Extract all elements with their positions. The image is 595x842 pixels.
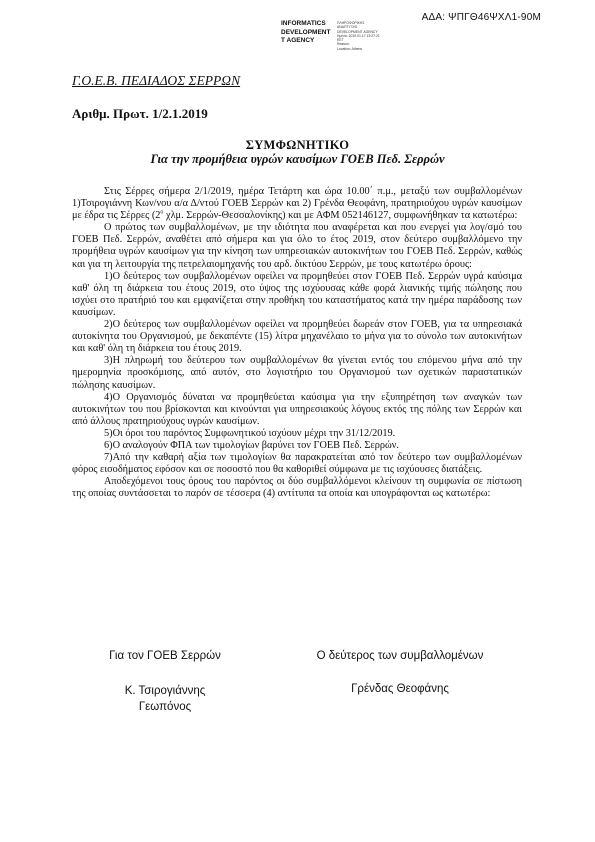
term-7: 7)Από την καθαρή αξία των τιμολογίων θα παρακρατείται από τον δεύτερο των συμβαλλομένων φόρος εισοδήματος εφόσον και σε ποσοστό που θα καθοριθεί σύμφωνα με τις ισχύουσες διατάξεις. bbox=[72, 452, 522, 476]
stamp-line: Ημ/νία: 2019.01.17 13:27:21 bbox=[337, 33, 380, 38]
stamp-line: ΠΛΗΡΟΦΟΡΙΚΗΣ bbox=[337, 21, 365, 25]
signatory-right-name: Γρένδας Θεοφάνης bbox=[351, 683, 449, 695]
organization-name: Γ.Ο.Ε.Β. ΠΕΔΙΑΔΟΣ ΣΕΡΡΩΝ bbox=[72, 73, 241, 88]
term-1: 1)Ο δεύτερος των συμβαλλομένων οφείλει να προμηθεύει στον ΓΟΕΒ Πεδ. Σερρών υγρά καύσιμα καθ' όλη τη διάρκεια του έτους 2019, στο ύψος της ισχύουσας κάθε φορά λιανικής τιμής πώλησης που ισχύει στο πρατήριό του και εμφανίζεται στην προθήκη του καταστήματος κατά την ημέρα παράδοσης των καυσίμων. bbox=[72, 270, 522, 318]
term-5: 5)Οι όροι του παρόντος Συμφωνητικού ισχύουν μέχρι την 31/12/2019. bbox=[104, 427, 396, 439]
signature-stamp-details bbox=[337, 21, 380, 51]
signatory-left bbox=[90, 683, 240, 715]
term-3: 3)Η πληρωμή του δεύτερου των συμβαλλομένων θα γίνεται εντός του επόμενου μήνα από την ημερομηνία προσκόμισης, από αυτόν, στο λογιστήριο του Οργανισμού των σχετικών παραστατικών πώλησης καυσίμων. bbox=[72, 355, 522, 391]
digital-signature-stamp bbox=[281, 20, 401, 56]
stamp-line: Location: Athens bbox=[337, 46, 363, 51]
logo-line: DEVELOPMENT bbox=[281, 28, 331, 36]
stamp-line: DEVELOPMENT AGENCY bbox=[337, 29, 378, 34]
signatory-left-name: Κ. Τσιρογιάννης bbox=[124, 685, 206, 697]
closing-paragraph: Αποδεχόμενοι τους όρους του παρόντος οι δύο συμβαλλόμενοι κλείνουν τη συμφωνία σε πίστωση της οποίας συντάσσεται το παρόν σε τέσσερα (4) αντίτυπα τα οποία και υπογράφονται ως κατωτέρω: bbox=[72, 476, 522, 500]
logo-line: T AGENCY bbox=[281, 37, 315, 45]
stamp-line: Reason: bbox=[337, 42, 350, 47]
signature-stamp-logo bbox=[281, 20, 330, 46]
ada-code: ΑΔΑ: ΨΠΓΘ46ΨΧΛ1-90Μ bbox=[421, 12, 541, 23]
stamp-line: ΑΝΑΠΤΥΞΗΣ bbox=[337, 25, 358, 30]
intro-paragraph: Στις Σέρρες σήμερα 2/1/2019, ημέρα Τετάρτη και ώρα 10.00΄ π.μ., μεταξύ των συμβαλλομένων 1)Τσιρογιάννη Κων/νου α/α Δ/ντού ΓΟΕΒ Σερρών και 2) Γρένδα Θεοφάνη, πρατηριούχου υγρών καυσίμων με έδρα τις Σέρρες ($2^o$ χλμ. Σερρών-Θεσσαλονίκης) και με ΑΦΜ 052146127, συμφωνήθηκαν τα κατωτέρω: bbox=[72, 186, 522, 222]
logo-line: INFORMATICS bbox=[281, 20, 326, 27]
signature-label-right: Ο δεύτερος των συμβαλλομένων bbox=[316, 650, 484, 662]
term-4: 4)Ο Οργανισμός δύναται να προμηθεύεται καύσιμα για την εξυπηρέτηση των αναγκών των αυτοκινήτων του που βρίσκονται και κινούνται για υπηρεσιακούς λόγους εκτός της πόλης των Σερρών και από άλλους πρατηριούχους υγρών καυσίμων. bbox=[72, 391, 522, 427]
document-subtitle: Για την προμήθεια υγρών καυσίμων ΓΟΕΒ Πεδ. Σερρών bbox=[150, 152, 445, 166]
assignment-paragraph: Ο πρώτος των συμβαλλομένων, με την ιδιότητα που αναφέρεται και που ενεργεί για λογ/σμό του ΓΟΕΒ Πεδ. Σερρών, αναθέτει από σήμερα και για όλο το έτος 2019, στον δεύτερο συμβαλλόμενο την προμήθεια υγρών καυσίμων για την κίνηση των υπηρεσιακών αυτοκινήτων του ΓΟΕΒ Πεδ. Σερρών, καθώς και για τη λειτουργία της πετρελαιομηχανής του αρδ. δικτύου Σερρών, με τους κατωτέρω όρους: bbox=[72, 222, 522, 270]
signature-label-left: Για τον ΓΟΕΒ Σερρών bbox=[109, 650, 221, 662]
signatory-left-title: Γεωπόνος bbox=[138, 701, 192, 713]
term-6: 6)Ο αναλογούν ΦΠΑ των τιμολογίων βαρύνει τον ΓΟΕΒ Πεδ. Σερρών. bbox=[104, 439, 399, 451]
agreement-body bbox=[72, 186, 522, 500]
term-2: 2)Ο δεύτερος των συμβαλλομένων οφείλει να προμηθεύει δωρεάν στον ΓΟΕΒ, για τα υπηρεσιακά αυτοκίνητα του Οργανισμού, με δεκαπέντε (15) λίτρα μηχανέλαιο το μήνα για το σύνολο των αυτοκινήτων και καθ' όλη τη διάρκεια του έτους 2019. bbox=[72, 319, 522, 355]
stamp-line: EET bbox=[337, 38, 344, 43]
protocol-number: Αριθμ. Πρωτ. 1/2.1.2019 bbox=[72, 106, 208, 121]
document-title: ΣΥΜΦΩΝΗΤΙΚΟ bbox=[245, 138, 350, 152]
